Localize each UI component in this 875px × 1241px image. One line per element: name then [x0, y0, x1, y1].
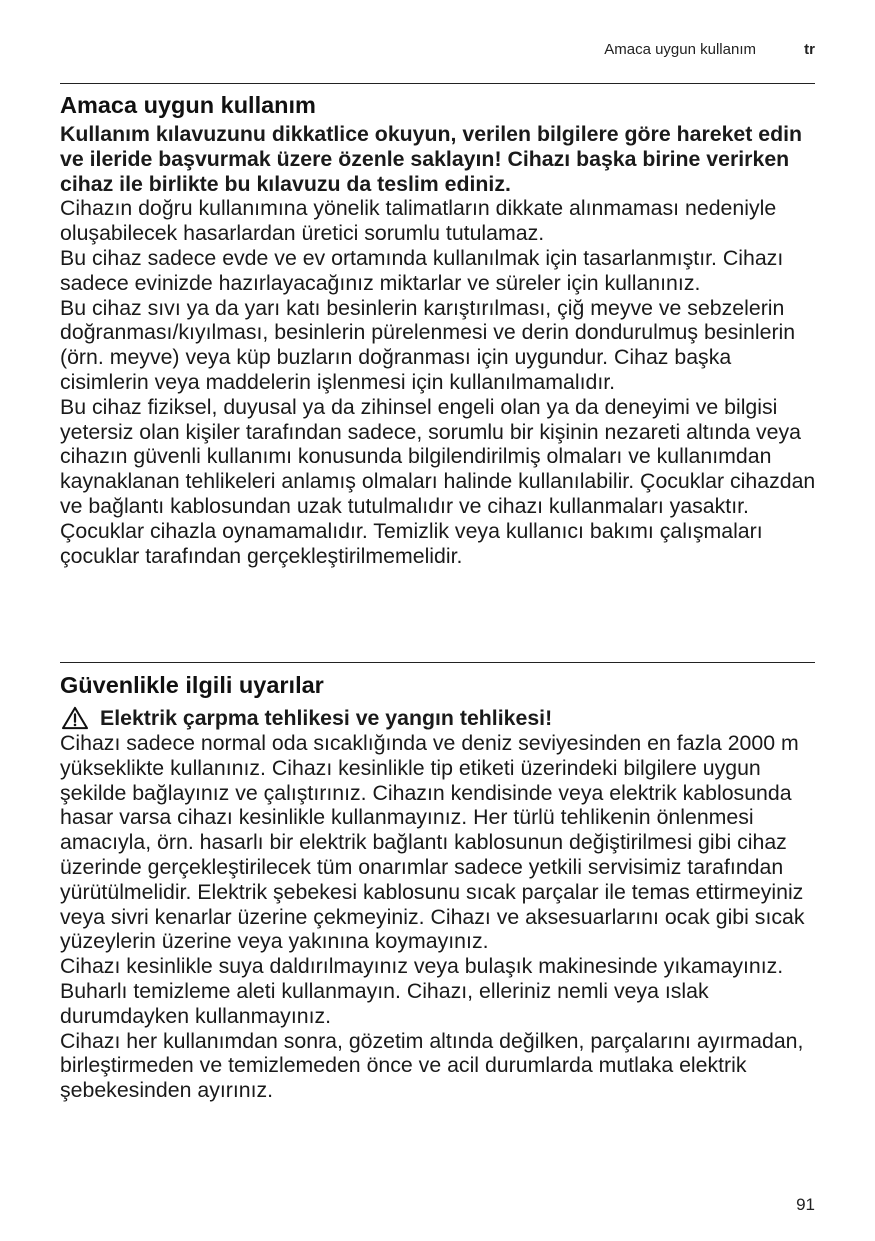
- section-heading: Amaca uygun kullanım: [60, 92, 316, 118]
- warning-triangle-icon: [60, 706, 90, 730]
- page-number: 91: [796, 1195, 815, 1214]
- language-code: tr: [804, 41, 815, 58]
- section-heading: Güvenlikle ilgili uyarılar: [60, 672, 324, 698]
- body-paragraph: Cihazın doğru kullanımına yönelik talimatların dikkate alınmaması nedeniyle oluşabilecek hasarlardan üretici sorumlu tutulamaz.: [60, 196, 777, 246]
- running-header-title: Amaca uygun kullanım: [604, 41, 756, 58]
- warning-title: Elektrik çarpma tehlikesi ve yangın tehlikesi!: [100, 706, 553, 730]
- body-paragraph: Cihazı sadece normal oda sıcaklığında ve deniz seviyesinden en fazla 2000 m yükseklikte kullanınız. Cihazı kesinlikle tip etiketi üzerindeki bilgilere uygun şekilde bağlayınız ve çalıştırınız. Cihazın kendisinde veya elektrik kablosunda hasar varsa cihazı kesinlikle kullanmayınız. Her türlü tehlikenin önlenmesi amacıyla, örn. hasarlı bir elektrik bağlantı kablosunun değiştirilmesi gibi cihaz üzerinde gerçekleştirilecek tüm onarımlar sadece yetkili servisimiz tarafından yürütülmelidir. Elektrik şebekesi kablosunu sıcak parçalar ile temas ettirmeyiniz veya sivri kenarlar üzerine çekmeyiniz. Cihazı ve aksesuarlarını ocak gibi sıcak yüzeylerin üzerine veya yakınına koymayınız.: [60, 731, 805, 954]
- intro-bold-paragraph: Kullanım kılavuzunu dikkatlice okuyun, verilen bilgilere göre hareket edin ve ileride başvurmak üzere özenle saklayın! Cihazı başka birine verirken cihaz ile birlikte bu kılavuzu da teslim ediniz.: [60, 122, 803, 196]
- body-paragraph: Bu cihaz sadece evde ve ev ortamında kullanılmak için tasarlanmıştır. Cihazı sadece evinizde hazırlayacağınız miktarlar ve süreler için kullanınız.: [60, 245, 784, 295]
- warning-heading: [60, 705, 820, 731]
- body-paragraph: Cihazı her kullanımdan sonra, gözetim altında değilken, parçalarını ayırmadan, birleştirmeden ve temizlemeden önce ve acil durumlarda mutlaka elektrik şebekesinden ayırınız.: [60, 1028, 804, 1103]
- body-paragraph: Bu cihaz sıvı ya da yarı katı besinlerin karıştırılması, çiğ meyve ve sebzelerin doğranması/kıyılması, besinlerin pürelenmesi ve derin dondurulmuş besinlerin (örn. meyve) veya küp buzların doğranması için uygundur. Cihaz başka cisimlerin veya maddelerin işlenmesi için kullanılmamalıdır.: [60, 295, 796, 394]
- body-paragraph: Cihazı kesinlikle suya daldırılmayınız veya bulaşık makinesinde yıkamayınız. Buharlı temizleme aleti kullanmayın. Cihazı, elleriniz nemli veya ıslak durumdayken kullanmayınız.: [60, 954, 784, 1028]
- running-header: [604, 41, 815, 58]
- section-safety-warnings: [60, 670, 820, 1103]
- body-paragraph: Bu cihaz fiziksel, duyusal ya da zihinsel engeli olan ya da deneyimi ve bilgisi yetersiz olan kişiler tarafından sadece, sorumlu bir kişinin nezareti altında veya cihazın güvenli kullanımı konusunda bilgilendirilmiş olmaları ve kullanımdan kaynaklanan tehlikeleri anlamış olmaları halinde kullanılabilir. Çocuklar cihazdan ve bağlantı kablosundan uzak tutulmalıdır ve cihazı kullanmaları yasaktır. Çocuklar cihazla oynamamalıdır. Temizlik veya kullanıcı bakımı çalışmaları çocuklar tarafından gerçekleştirilmemelidir.: [60, 394, 816, 568]
- section-divider: [60, 662, 815, 663]
- document-page: [60, 0, 815, 1241]
- section-divider: [60, 83, 815, 84]
- section-intended-use: [60, 90, 820, 568]
